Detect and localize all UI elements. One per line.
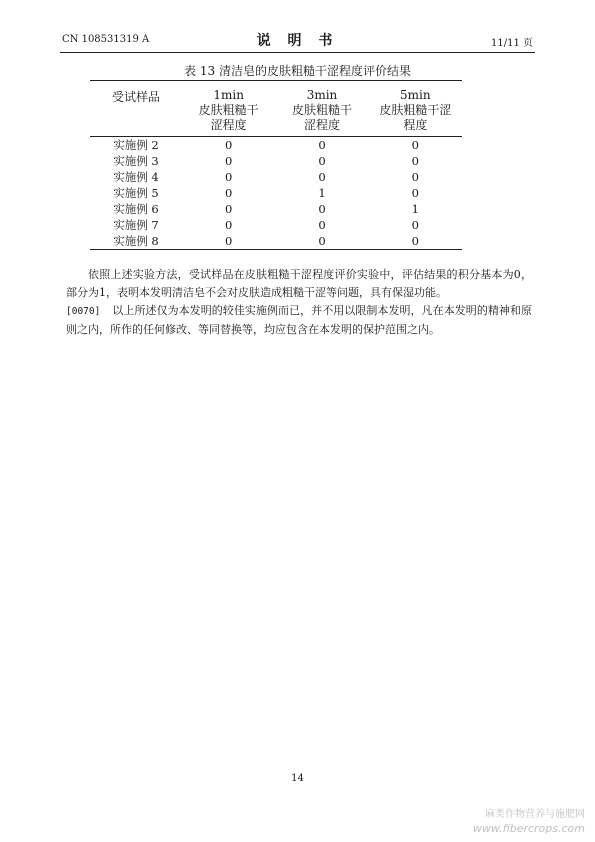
cell-3min: 0 <box>318 138 326 152</box>
header-3min: 3min 皮肤粗糙干 涩程度 <box>291 88 352 132</box>
patent-number: CN 108531319 A <box>62 34 150 45</box>
table-row <box>90 153 462 169</box>
cell-1min: 0 <box>225 234 233 248</box>
row-label: 实施例 7 <box>113 218 159 232</box>
row-label: 实施例 8 <box>113 234 159 248</box>
paragraph-number: [0070] <box>66 306 101 317</box>
cell-1min: 0 <box>225 218 233 232</box>
table-row <box>90 185 462 201</box>
page-counter: 11/11 页 <box>491 38 533 49</box>
table-bottom-rule <box>90 249 462 250</box>
table-row <box>90 233 462 249</box>
header-divider <box>60 52 535 53</box>
cell-1min: 0 <box>225 186 233 200</box>
cell-3min: 0 <box>318 218 326 232</box>
cell-5min: 0 <box>411 186 419 200</box>
cell-5min: 1 <box>411 202 419 216</box>
cell-3min: 0 <box>318 202 326 216</box>
cell-3min: 0 <box>318 234 326 248</box>
cell-5min: 0 <box>411 138 419 152</box>
cell-5min: 0 <box>411 218 419 232</box>
row-label: 实施例 3 <box>113 154 159 168</box>
cell-5min: 0 <box>411 170 419 184</box>
document-type-title: 说 明 书 <box>256 33 339 49</box>
cell-3min: 0 <box>318 154 326 168</box>
result-paragraph: 依照上述实验方法，受试样品在皮肤粗糙干涩程度评价实验中，评估结果的积分基本为0，部分为1，表明本发明清洁皂不会对皮肤造成粗糙干涩等问题，具有保湿功能。 <box>66 268 532 299</box>
row-label: 实施例 5 <box>113 186 159 200</box>
row-label: 实施例 2 <box>113 138 159 152</box>
row-label: 实施例 6 <box>113 202 159 216</box>
header-5min: 5min 皮肤粗糙干涩 程度 <box>379 88 452 132</box>
evaluation-table <box>90 80 462 250</box>
row-label: 实施例 4 <box>113 170 159 184</box>
header-sample: 受试样品 <box>111 90 160 104</box>
cell-3min: 0 <box>318 170 326 184</box>
cell-5min: 0 <box>411 234 419 248</box>
conclusion-text: 以上所述仅为本发明的较佳实施例而已，并不用以限制本发明，凡在本发明的精神和原则之内，所作的任何修改、等同替换等，均应包含在本发明的保护范围之内。 <box>66 304 532 336</box>
table-row <box>90 169 462 185</box>
cell-1min: 0 <box>225 138 233 152</box>
table-row <box>90 201 462 217</box>
table-row <box>90 217 462 233</box>
cell-1min: 0 <box>225 170 233 184</box>
watermark-site-name: 麻类作物营养与施肥网 <box>485 809 585 820</box>
watermark <box>473 808 585 836</box>
cell-5min: 0 <box>411 154 419 168</box>
cell-1min: 0 <box>225 154 233 168</box>
watermark-url: www.fibercrops.com <box>472 822 585 835</box>
cell-3min: 1 <box>318 186 326 200</box>
table-caption: 表 13 清洁皂的皮肤粗糙干涩程度评价结果 <box>184 64 411 78</box>
cell-1min: 0 <box>225 202 233 216</box>
header-1min: 1min 皮肤粗糙干 涩程度 <box>198 88 259 132</box>
table-header-row <box>90 81 462 136</box>
conclusion-paragraph <box>66 302 532 339</box>
table-row <box>90 137 462 153</box>
page-number: 14 <box>291 773 304 784</box>
